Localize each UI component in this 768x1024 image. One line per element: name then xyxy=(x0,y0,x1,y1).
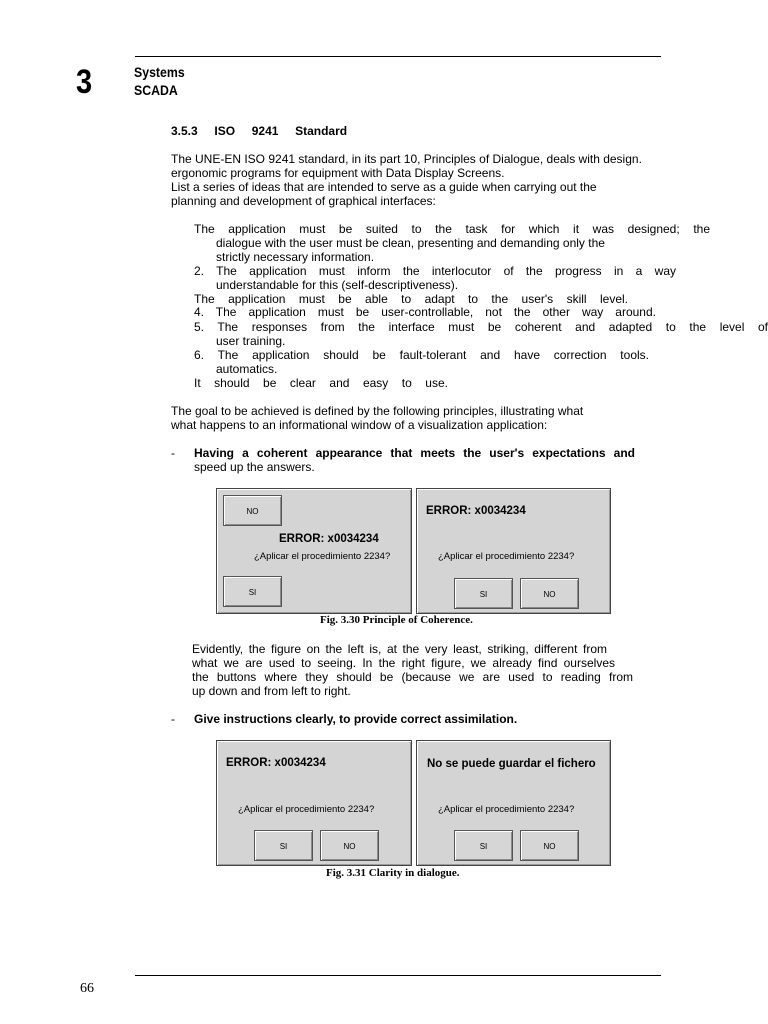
fig30-left-panel xyxy=(216,488,412,614)
bullet2-bold: Give instructions clearly, to provide correct assimilation. xyxy=(194,712,518,726)
chapter-title-line1: Systems xyxy=(134,64,185,80)
fig31-right-error-title: No se puede guardar el fichero xyxy=(427,758,596,770)
goal-line-1: The goal to be achieved is defined by the following principles, illustrating what xyxy=(171,404,584,418)
evident-line-4: up down and from left to right. xyxy=(192,684,351,698)
fig30-right-question: ¿Aplicar el procedimiento 2234? xyxy=(438,551,575,562)
fig30-right-no-button[interactable]: NO xyxy=(520,578,579,609)
fig30-left-no-button[interactable]: NO xyxy=(223,495,282,526)
list-line-9: user training. xyxy=(216,334,286,348)
list-line-2: dialogue with the user must be clean, presenting and demanding only the xyxy=(216,236,605,250)
list-line-1: The application must be suited to the task for which it was designed; the xyxy=(194,222,710,236)
list-line-7: 4. The application must be user-controllable, not the other way around. xyxy=(194,305,656,319)
fig30-right-panel xyxy=(416,488,611,614)
intro-line-1: The UNE-EN ISO 9241 standard, in its part 10, Principles of Dialogue, deals with design. xyxy=(171,152,642,166)
bottom-rule xyxy=(135,975,661,976)
fig30-left-si-button[interactable]: SI xyxy=(223,576,282,607)
fig31-left-question: ¿Aplicar el procedimiento 2234? xyxy=(238,804,375,815)
fig31-right-question: ¿Aplicar el procedimiento 2234? xyxy=(438,804,575,815)
list-line-8: 5. The responses from the interface must be coherent and adapted to the level of xyxy=(194,320,768,334)
fig30-left-question: ¿Aplicar el procedimiento 2234? xyxy=(254,551,391,562)
page-number: 66 xyxy=(80,981,94,996)
list-line-5: understandable for this (self-descriptiveness). xyxy=(216,278,459,292)
evident-line-1: Evidently, the figure on the left is, at the very least, striking, different from xyxy=(192,642,607,656)
list-line-12: It should be clear and easy to use. xyxy=(194,376,448,390)
fig30-left-error-title: ERROR: x0034234 xyxy=(279,533,379,545)
list-line-4: 2. The application must inform the interlocutor of the progress in a way xyxy=(194,264,676,278)
list-line-10: 6. The application should be fault-tolerant and have correction tools. xyxy=(194,348,649,362)
fig30-right-si-button[interactable]: SI xyxy=(454,578,513,609)
bullet-dash-1: - xyxy=(171,446,175,460)
fig31-left-panel xyxy=(216,740,412,866)
fig31-left-no-button[interactable]: NO xyxy=(320,830,379,861)
section-heading xyxy=(171,124,347,139)
fig30-right-error-title: ERROR: x0034234 xyxy=(426,505,526,517)
intro-line-2: ergonomic programs for equipment with Data Display Screens. xyxy=(171,166,505,180)
fig31-right-si-button[interactable]: SI xyxy=(454,830,513,861)
evident-line-2: what we are used to seeing. In the right figure, we already find ourselves xyxy=(192,656,615,670)
intro-line-3: List a series of ideas that are intended to serve as a guide when carrying out the xyxy=(171,180,597,194)
evident-line-3: the buttons where they should be (because we are used to reading from xyxy=(192,670,633,684)
intro-line-4: planning and development of graphical interfaces: xyxy=(171,194,436,208)
fig31-caption: Fig. 3.31 Clarity in dialogue. xyxy=(326,867,460,879)
section-number: 3.5.3 xyxy=(171,124,198,138)
list-line-6: The application must be able to adapt to the user's skill level. xyxy=(194,292,628,306)
fig31-left-si-button[interactable]: SI xyxy=(254,830,313,861)
goal-line-2: what happens to an informational window of a visualization application: xyxy=(171,418,548,432)
list-line-11: automatics. xyxy=(216,362,278,376)
chapter-number: 3 xyxy=(76,63,93,101)
chapter-title-line2: SCADA xyxy=(134,82,178,98)
fig31-right-panel xyxy=(416,740,611,866)
fig30-caption: Fig. 3.30 Principle of Coherence. xyxy=(320,614,473,626)
list-line-3: strictly necessary information. xyxy=(216,250,375,264)
fig31-right-no-button[interactable]: NO xyxy=(520,830,579,861)
bullet1-rest: speed up the answers. xyxy=(194,460,315,474)
fig31-left-error-title: ERROR: x0034234 xyxy=(226,757,326,769)
top-rule xyxy=(135,56,661,57)
bullet-dash-2: - xyxy=(171,712,175,726)
bullet1-bold: Having a coherent appearance that meets the user's expectations and xyxy=(194,446,635,460)
section-title: ISO 9241 Standard xyxy=(214,124,348,138)
